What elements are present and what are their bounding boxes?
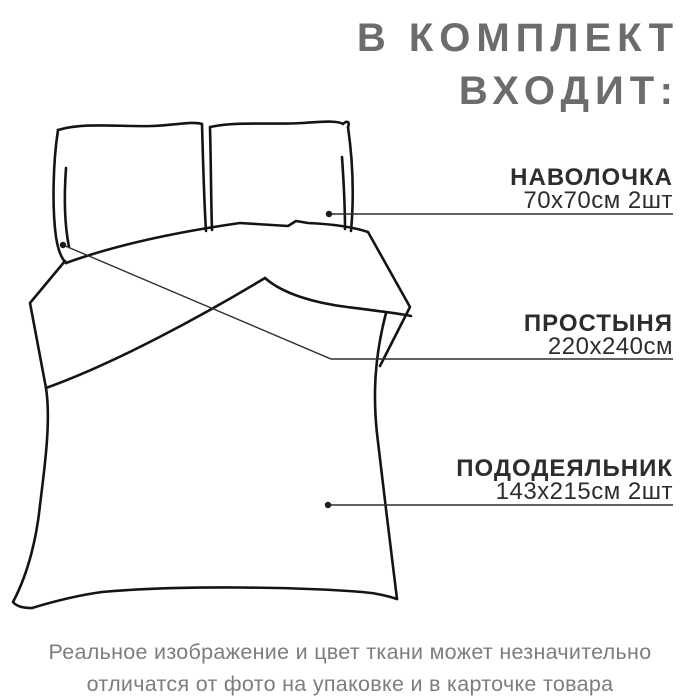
callout-label-duvet: [456, 457, 673, 503]
pillow-right-top-edge: [210, 122, 349, 127]
sheet-size: 220х240см: [547, 333, 673, 360]
pillow-right-flap-line: [342, 157, 345, 229]
callout-dot-pillowcase: [326, 211, 332, 217]
duvet-size: 143х215см 2шт: [495, 478, 673, 505]
pillow-left-top-edge: [58, 123, 202, 130]
pillowcase-size: 70х70см 2шт: [523, 187, 673, 214]
pillow-gap-left-line: [202, 124, 206, 231]
callout-dot-duvet: [325, 502, 331, 508]
page-title-line-2: ВХОДИТ:: [458, 69, 679, 113]
pillow-right-side-edge: [348, 127, 353, 231]
callout-dot-sheet: [60, 242, 66, 248]
duvet-bottom-edge: [32, 587, 397, 608]
sheet-left-fold-edge: [30, 261, 65, 388]
page-title-line-1: В КОМПЛЕКТ: [356, 16, 679, 60]
disclaimer-note: [0, 636, 700, 700]
disclaimer-line-1: Реальное изображение и цвет ткани может незначительно: [48, 640, 652, 664]
callout-label-sheet: [524, 312, 673, 358]
pillow-gap-right-line: [210, 128, 212, 230]
duvet-left-edge: [13, 388, 48, 608]
pillowcase-label: НАВОЛОЧКА: [510, 164, 673, 191]
disclaimer-line-2: отличатся от фото на упаковке и в карточке товара: [86, 672, 614, 696]
pillow-left-flap-line: [65, 168, 69, 247]
page-title: [357, 12, 679, 118]
sheet-label: ПРОСТЫНЯ: [523, 310, 673, 337]
duvet-top-right-edge: [265, 278, 411, 316]
duvet-label: ПОДОДЕЯЛЬНИК: [456, 455, 673, 482]
duvet-fold-diagonal: [46, 278, 265, 388]
callout-label-pillowcase: [510, 166, 673, 212]
